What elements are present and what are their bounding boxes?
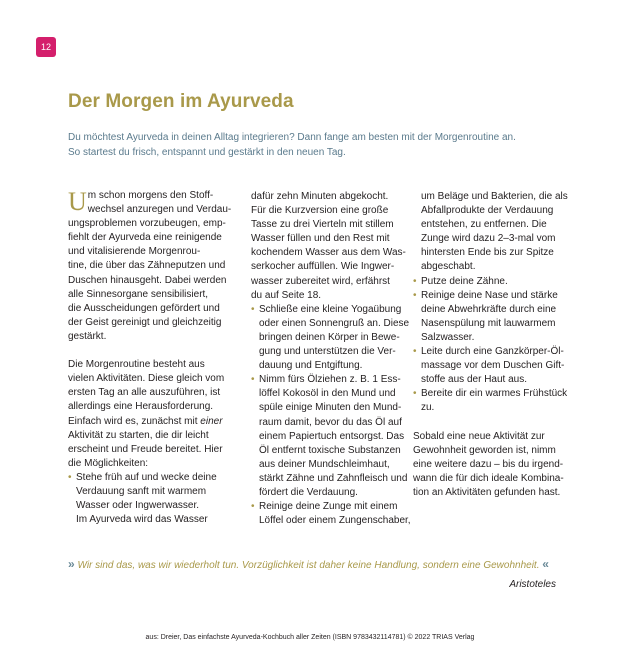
- bullet-item: [251, 303, 411, 373]
- text-line: tion an Aktivitäten gefunden hast.: [413, 486, 561, 498]
- text-line: du auf Seite 18.: [251, 289, 322, 301]
- bullet-item: [251, 500, 411, 528]
- bullet-item: [413, 387, 583, 415]
- text-line: tine, die über das Zähneputzen und: [68, 260, 226, 272]
- text-line: Abfallprodukte der Verdauung: [421, 205, 554, 217]
- lead-line: So startest du frisch, entspannt und gestärkt in den neuen Tag.: [68, 147, 346, 158]
- bullet-item: [68, 471, 228, 527]
- text-column-1: [68, 187, 232, 527]
- text-line: Wasser oder Ingwerwasser.: [76, 500, 200, 512]
- text-line: aus deiner Mundschleimhaut,: [259, 458, 390, 470]
- text-line: abgeschabt.: [421, 261, 476, 273]
- text-line: ersten Tag an alle auszuführen, ist: [68, 387, 221, 399]
- lead-line: Du möchtest Ayurveda in deinen Alltag integrieren? Dann fange am besten mit der Morgenroutine an.: [68, 132, 516, 143]
- text-line: Nasenspülung mit lauwarmem: [421, 317, 556, 329]
- text-line: Tasse zu drei Vierteln mit stillem: [251, 219, 394, 231]
- closing-paragraph: [413, 430, 583, 500]
- text-line: • Schließe eine kleine Yogaübung: [259, 303, 411, 317]
- text-line: Aktivität zu starten, die dir leicht: [68, 429, 209, 441]
- text-line: Wasser füllen und den Rest mit: [251, 233, 390, 245]
- text-line: massage vor dem Duschen Gift-: [421, 360, 565, 372]
- drop-cap: U: [68, 187, 87, 216]
- text-line: serkocher auffüllen. Wie Ingwer-: [251, 261, 395, 273]
- text-line: Öl entfernt toxische Substanzen: [259, 444, 401, 456]
- text-line: bringen deinen Körper in Bewe-: [259, 331, 400, 343]
- text-line: gung und unterstützen die Ver-: [259, 346, 396, 358]
- text-line: die Möglichkeiten:: [68, 457, 149, 469]
- page-title: Der Morgen im Ayurveda: [68, 91, 294, 112]
- text-line: Für die Kurzversion eine große: [251, 205, 389, 217]
- quote-author: Aristoteles: [509, 579, 556, 590]
- quote-open-mark: »: [68, 557, 75, 571]
- text-line: [68, 415, 228, 429]
- text-line: • Stehe früh auf und wecke deine: [76, 471, 228, 485]
- text-line: raum damit, bevor du das Öl auf: [259, 416, 402, 428]
- text-line: oder einen Sonnengruß an. Diese: [259, 317, 410, 329]
- text-line: dafür zehn Minuten abgekocht.: [251, 191, 389, 202]
- text-line: entstehen, zu entfernen. Die: [421, 219, 547, 231]
- text-line: gestärkt.: [68, 330, 107, 342]
- text-line: wechsel anzuregen und Verdau-: [87, 204, 232, 216]
- text-line: stoffe aus der Haut aus.: [421, 374, 527, 386]
- text-line: Duschen hinausgeht. Dabei werden: [68, 274, 227, 286]
- text-line: m schon morgens den Stoff-: [87, 190, 214, 201]
- text-line: ungsproblemen vorzubeugen, emp-: [68, 218, 226, 230]
- footer-citation: aus: Dreier, Das einfachste Ayurveda-Kochbuch aller Zeiten (ISBN 9783432114781) © 2022 TRIAS Verlag: [145, 634, 475, 641]
- bullet-continuation: [251, 190, 411, 303]
- text-line: um Beläge und Bakterien, die als: [421, 191, 568, 202]
- text-line: der Geist gereinigt und gleichzeitig: [68, 316, 222, 328]
- text-line: spüle einige Minuten den Mund-: [259, 402, 402, 414]
- text-line: Zunge wird dazu 2–3-mal vom: [421, 233, 556, 245]
- text-line: allerdings eine Herausforderung.: [68, 401, 214, 413]
- bullet-continuation: [413, 190, 583, 275]
- text-line: wann die für dich ideale Kombina-: [413, 472, 564, 484]
- quote-close-mark: «: [542, 557, 549, 571]
- intro-paragraph: [68, 187, 232, 344]
- bullet-item: [413, 289, 583, 345]
- text-line: Gewohnheit geworden ist, nimm: [413, 444, 556, 456]
- page-number-badge: 12: [36, 37, 56, 57]
- text-line: • Bereite dir ein warmes Frühstück: [421, 387, 583, 401]
- text-fragment: Einfach wird es, zunächst mit: [68, 415, 201, 427]
- routine-paragraph: [68, 358, 228, 471]
- text-line: Im Ayurveda wird das Wasser: [76, 514, 208, 526]
- text-column-3: [413, 190, 583, 500]
- text-line: • Reinige deine Nase und stärke: [421, 289, 583, 303]
- text-line: und vitalisierende Morgenrou-: [68, 246, 201, 258]
- text-line: erscheint und Freude bereitet. Hier: [68, 443, 223, 455]
- text-line: kochendem Wasser aus dem Was-: [251, 247, 406, 259]
- text-line: fiehlt der Ayurveda eine reinigende: [68, 232, 222, 244]
- quote-text: Wir sind das, was wir wiederholt tun. Vorzüglichkeit ist daher keine Handlung, sondern eine Gewohnheit.: [77, 560, 540, 571]
- text-line: Löffel oder einem Zungenschaber,: [259, 515, 411, 527]
- text-line: hintersten Ende bis zur Spitze: [421, 247, 554, 259]
- text-line: deine Abwehrkräfte durch eine: [421, 303, 557, 315]
- bullet-item: [413, 345, 583, 387]
- text-line: • Leite durch eine Ganzkörper-Öl-: [421, 345, 583, 359]
- text-line: fördert die Verdauung.: [259, 486, 358, 498]
- text-line: alle Sinnesorgane sensibilisiert,: [68, 288, 209, 300]
- bullet-item: [251, 373, 411, 500]
- text-line: • Nimm fürs Ölziehen z. B. 1 Ess-: [259, 373, 411, 387]
- emphasis: einer: [200, 415, 223, 427]
- text-line: vielen Aktivitäten. Diese gleich vom: [68, 373, 225, 385]
- text-line: Verdauung sanft mit warmem: [76, 485, 207, 497]
- text-line: eine weitere dazu – bis du irgend-: [413, 458, 564, 470]
- text-line: dauung und Entgiftung.: [259, 360, 363, 372]
- text-line: löffel Kokosöl in den Mund und: [259, 388, 396, 400]
- text-line: die Ausscheidungen gefördert und: [68, 302, 220, 314]
- text-line: einem Papiertuch entsorgst. Das: [259, 430, 405, 442]
- text-line: Sobald eine neue Aktivität zur: [413, 430, 545, 442]
- text-line: wasser zubereitet wird, erfährst: [251, 275, 390, 287]
- text-line: • Putze deine Zähne.: [421, 275, 583, 289]
- bullet-item: [413, 275, 583, 289]
- lead-paragraph: [68, 130, 568, 160]
- text-line: stärkt Zähne und Zahnfleisch und: [259, 472, 408, 484]
- quote: [68, 557, 568, 571]
- text-line: zu.: [421, 402, 435, 414]
- text-line: Salzwasser.: [421, 331, 475, 343]
- text-line: • Reinige deine Zunge mit einem: [259, 500, 411, 514]
- text-column-2: [251, 190, 411, 528]
- text-line: Die Morgenroutine besteht aus: [68, 359, 205, 371]
